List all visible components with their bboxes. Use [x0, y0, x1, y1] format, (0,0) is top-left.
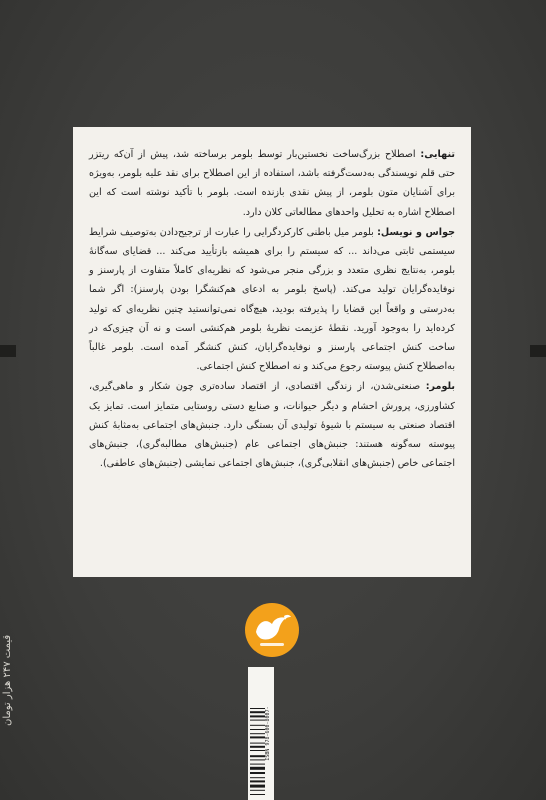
entry-term: بلومر:: [425, 381, 455, 393]
blurb-panel: [73, 127, 471, 577]
blurb-paragraph: [89, 145, 455, 222]
entry-term: تنهایی:: [420, 149, 455, 160]
blurb-paragraph: [89, 377, 455, 473]
entry-text: بلومر میل باطنی کارکردگرایی را عبارت از ترجیح‌دادن به‌توصیف شرایط سیستمی ثابتی می‌داند ... که سیستم را برای همیشه بازتأیید می‌کند ... قضایای سه‌گانهٔ بلومر، به‌نتایج نظری متعدد و بزرگی منجر می‌شود که نظریه‌ای کاملاً متفاوت از پارسنز و نوفایده‌گرایان تولید می‌کند. (پاسخ بلومر به ادعای هم‌کنشگرا بودن پارسنز): اگر شما به‌درستی و واقعاً این قضایا را پذیرفته بودید، هیچ‌گاه نمی‌توانستید چنین نظریه‌ای که تولید کرده‌اید را به‌وجود آورید. نقطهٔ عزیمت نظریهٔ بلومر هم‌کنشی است و نه آن چیزی‌که در ساخت کنش اجتماعی پارسنز و نوفایده‌گرایان، کنش کنشگر آمده است. بلومر غالباً به‌اصطلاح کنش پیوسته رجوع می‌کند و نه اصطلاح کنش اجتماعی.: [89, 226, 455, 373]
entry-text: صنعتی‌شدن، از زندگی اقتصادی، از اقتصاد ساده‌تری چون شکار و ماهی‌گیری، کشاورزی، پرورش احشام و دیگر حیوانات، و صنایع دستی روستایی متمایز است. تمایز یک اقتصاد صنعتی به سیستم با شیوهٔ تولیدی آن بستگی دارد. جنبش‌های اجتماعی به‌مثابهٔ کنش پیوسته سه‌گونه هستند: جنبش‌های اجتماعی عام (جنبش‌های مطالبه‌گری)، جنبش‌های اجتماعی خاص (جنبش‌های انقلابی‌گری)، جنبش‌های اجتماعی نمایشی (جنبش‌های عاطفی).: [89, 381, 455, 470]
right-edge-mark: [530, 345, 546, 357]
handwritten-price-note: قیمت ۲۴۷ هزار تومان: [2, 634, 13, 726]
isbn-barcode: [248, 667, 274, 800]
blurb-text: [89, 145, 455, 473]
entry-text: اصطلاح بزرگ‌ساخت نخستین‌بار توسط بلومر برساخته شد، پیش از آن‌که ریتزر حتی قلم نویسندگی به‌دست‌گرفته باشد، استفاده از این اصطلاح برای نقد علیه بلومر، به‌ویژه برای آشنایان متون بلومر، از پیش نقدی بازنده است. بلومر با تأکید نوشته است که این اصطلاح اشاره به تحلیل واحدهای مطالعاتی کلان دارد.: [89, 149, 455, 218]
entry-term: جواس و نویسل:: [377, 226, 456, 238]
publisher-bird-logo-icon: [244, 602, 300, 658]
isbn-number: ISBN 978-600-8007-: [265, 706, 271, 761]
barcode-icon: [250, 670, 265, 797]
left-edge-mark: [0, 345, 16, 357]
blurb-paragraph: [89, 223, 455, 377]
